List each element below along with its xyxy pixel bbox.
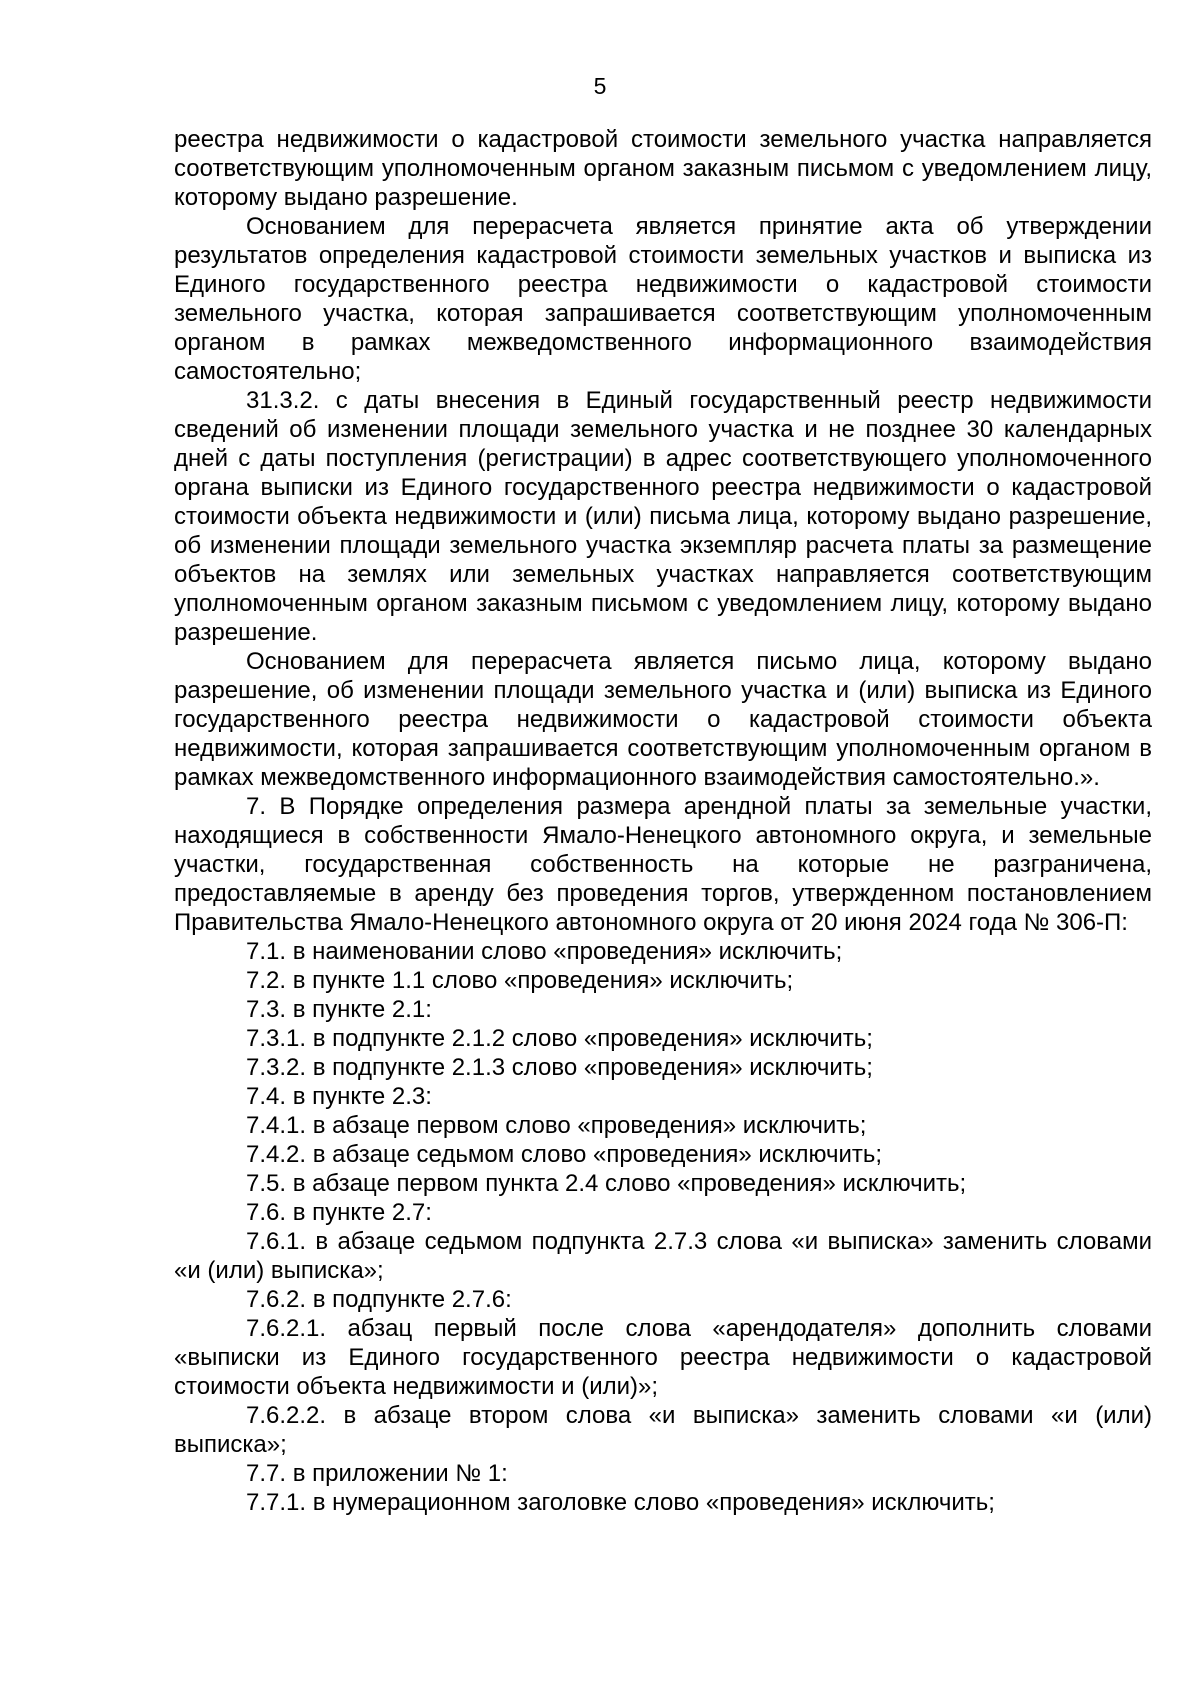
list-item: 7.7. в приложении № 1: [246,1460,508,1487]
list-item: 7.6.2.1. абзац первый после слова «арендодателя» дополнить словами «выписки из Единого государственного реестра недвижимости о кадастровой стоимости объекта недвижимости и (или)»; [174,1315,1152,1400]
page-number: 5 [593,73,607,99]
list-item: 7.3.2. в подпункте 2.1.3 слово «проведения» исключить; [246,1054,873,1081]
list-item: 7.4.2. в абзаце седьмом слово «проведения» исключить; [246,1141,883,1168]
paragraph: Основанием для перерасчета является письмо лица, которому выдано разрешение, об изменении площади земельного участка и (или) выписка из Единого государственного реестра недвижимости о кадастровой стоимости объекта недвижимости, которая запрашивается соответствующим уполномоченным органом в рамках межведомственного информационного взаимодействия самостоятельно.». [174,648,1152,791]
paragraph: Основанием для перерасчета является принятие акта об утверждении результатов определения кадастровой стоимости земельных участков и выписка из Единого государственного реестра недвижимости о кадастровой стоимости земельного участка, которая запрашивается соответствующим уполномоченным органом в рамках межведомственного информационного взаимодействия самостоятельно; [174,213,1152,385]
list-item: 7.6.2. в подпункте 2.7.6: [246,1286,512,1313]
list-item: 7.6.2.2. в абзаце втором слова «и выписка» заменить словами «и (или) выписка»; [174,1402,1152,1458]
list-item: 7.3. в пункте 2.1: [246,996,432,1023]
list-item: 7.4. в пункте 2.3: [246,1083,432,1110]
paragraph-continuation: реестра недвижимости о кадастровой стоимости земельного участка направляется соответствующим уполномоченным органом заказным письмом с уведомлением лицу, которому выдано разрешение. [174,126,1152,211]
list-item: 7.2. в пункте 1.1 слово «проведения» исключить; [246,967,794,994]
list-item: 7.5. в абзаце первом пункта 2.4 слово «проведения» исключить; [246,1170,967,1197]
list-item: 7.3.1. в подпункте 2.1.2 слово «проведения» исключить; [246,1025,873,1052]
paragraph: 31.3.2. с даты внесения в Единый государственный реестр недвижимости сведений об изменении площади земельного участка и не позднее 30 календарных дней с даты поступления (регистрации) в адрес соответствующего уполномоченного органа выписки из Единого государственного реестра недвижимости о кадастровой стоимости объекта недвижимости и (или) письма лица, которому выдано разрешение, об изменении площади земельного участка экземпляр расчета платы за размещение объектов на землях или земельных участках направляется соответствующим уполномоченным органом заказным письмом с уведомлением лицу, которому выдано разрешение. [174,387,1152,646]
list-item: 7.6. в пункте 2.7: [246,1199,432,1226]
list-item: 7.4.1. в абзаце первом слово «проведения» исключить; [246,1112,867,1139]
document-body [174,125,1152,1517]
list-item: 7.7.1. в нумерационном заголовке слово «проведения» исключить; [246,1489,995,1516]
paragraph: 7. В Порядке определения размера арендной платы за земельные участки, находящиеся в собственности Ямало-Ненецкого автономного округа, и земельные участки, государственная собственность на которые не разграничена, предоставляемые в аренду без проведения торгов, утвержденном постановлением Правительства Ямало-Ненецкого автономного округа от 20 июня 2024 года № 306-П: [174,793,1152,936]
list-item: 7.6.1. в абзаце седьмом подпункта 2.7.3 слова «и выписка» заменить словами «и (или) выписка»; [174,1228,1152,1284]
list-item: 7.1. в наименовании слово «проведения» исключить; [246,938,843,965]
